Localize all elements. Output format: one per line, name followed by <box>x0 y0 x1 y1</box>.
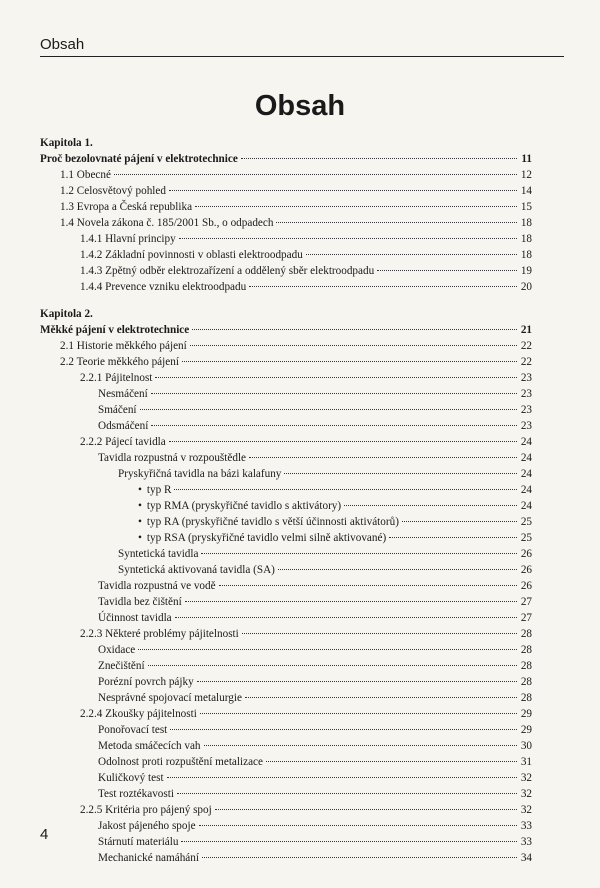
toc-entry-page: 29 <box>520 724 532 736</box>
toc-entry-page: 24 <box>520 436 532 448</box>
toc-leader-dots <box>219 585 517 586</box>
toc-entry[interactable] <box>40 658 532 674</box>
toc-entry-title: typ R <box>146 484 172 496</box>
toc-entry-title: typ RA (pryskyřičné tavidlo s větší účinnosti aktivátorů) <box>146 516 399 528</box>
toc-leader-dots <box>151 425 517 426</box>
toc-entry[interactable] <box>40 770 532 786</box>
toc-entry-title: 2.2.5 Kritéria pro pájený spoj <box>80 804 212 816</box>
toc-entry-title: 1.3 Evropa a Česká republika <box>60 201 193 213</box>
toc-entry[interactable] <box>40 546 532 562</box>
toc-entry-page: 14 <box>520 185 532 197</box>
toc-entry-page: 28 <box>520 692 532 704</box>
toc-entry-page: 24 <box>520 468 532 480</box>
bullet-icon: • <box>138 500 142 512</box>
toc-entry-page: 23 <box>520 388 532 400</box>
toc-entry-title: 2.2.2 Pájecí tavidla <box>80 436 166 448</box>
toc-entry-title: 1.1 Obecné <box>60 169 111 181</box>
toc-entry[interactable] <box>40 466 532 482</box>
toc-leader-dots <box>155 377 517 378</box>
toc-entry-page: 33 <box>520 836 532 848</box>
toc-chapter-gap <box>40 295 532 306</box>
toc-entry-title: Oxidace <box>98 644 136 656</box>
toc-entry-title: Syntetická tavidla <box>118 548 199 560</box>
toc-entry[interactable] <box>40 610 532 626</box>
toc-entry-page: 27 <box>520 612 532 624</box>
toc-entry[interactable] <box>40 786 532 802</box>
toc-entry-page: 15 <box>520 201 532 213</box>
toc-entry-page: 24 <box>520 452 532 464</box>
toc-entry-title: 2.2.3 Některé problémy pájitelnosti <box>80 628 239 640</box>
toc-entry-page: 27 <box>520 596 532 608</box>
toc-entry-page: 26 <box>520 580 532 592</box>
toc-entry-page: 18 <box>520 233 532 245</box>
bullet-icon: • <box>138 516 142 528</box>
toc-entry[interactable] <box>40 338 532 354</box>
toc-entry-title: Znečištění <box>98 660 145 672</box>
toc-entry-title: 2.2 Teorie měkkého pájení <box>60 356 179 368</box>
toc-entry-title: 1.4 Novela zákona č. 185/2001 Sb., o odpadech <box>60 217 274 229</box>
toc-entry[interactable] <box>40 818 532 834</box>
toc-entry[interactable] <box>40 386 532 402</box>
toc-entry-title: Kapitola 2. <box>40 308 93 320</box>
toc-leader-dots <box>114 174 517 175</box>
toc-entry[interactable] <box>40 231 532 247</box>
toc-entry-title: 2.1 Historie měkkého pájení <box>60 340 187 352</box>
toc-entry-page: 21 <box>520 324 532 336</box>
toc-entry[interactable] <box>40 514 532 530</box>
toc-entry[interactable] <box>40 834 532 850</box>
toc-entry-page: 29 <box>520 708 532 720</box>
toc-leader-dots <box>249 457 517 458</box>
toc-entry-title: Nesmáčení <box>98 388 148 400</box>
toc-entry[interactable] <box>40 279 532 295</box>
toc-entry[interactable] <box>40 674 532 690</box>
toc-leader-dots <box>169 441 517 442</box>
toc-entry-title: 1.4.3 Zpětný odběr elektrozařízení a oddělený sběr elektroodpadu <box>80 265 375 277</box>
toc-leader-dots <box>389 537 517 538</box>
toc-entry-page: 34 <box>520 852 532 864</box>
toc-leader-dots <box>170 729 517 730</box>
toc-entry-page: 28 <box>520 644 532 656</box>
toc-entry-title: Kuličkový test <box>98 772 164 784</box>
toc-entry-title: Jakost pájeného spoje <box>98 820 196 832</box>
toc-leader-dots <box>167 777 517 778</box>
bullet-icon: • <box>138 532 142 544</box>
toc-entry-title: Syntetická aktivovaná tavidla (SA) <box>118 564 275 576</box>
toc-leader-dots <box>202 857 517 858</box>
toc-entry-page: 18 <box>520 217 532 229</box>
toc-entry[interactable] <box>40 151 532 167</box>
toc-entry-page: 22 <box>520 356 532 368</box>
toc-entry-page: 31 <box>520 756 532 768</box>
toc-entry[interactable] <box>40 562 532 578</box>
toc-entry[interactable] <box>40 498 532 514</box>
toc-leader-dots <box>241 158 517 159</box>
toc-leader-dots <box>148 665 517 666</box>
toc-entry-title: Mechanické namáhání <box>98 852 199 864</box>
toc-entry-page: 23 <box>520 372 532 384</box>
toc-entry-title: Ponořovací test <box>98 724 168 736</box>
toc-entry-title: Porézní povrch pájky <box>98 676 194 688</box>
toc-entry[interactable] <box>40 322 532 338</box>
toc-leader-dots <box>306 254 517 255</box>
toc-leader-dots <box>181 841 517 842</box>
toc-entry-page: 18 <box>520 249 532 261</box>
toc-entry-title: 2.2.1 Pájitelnost <box>80 372 153 384</box>
toc-entry[interactable] <box>40 706 532 722</box>
toc-leader-dots <box>151 393 517 394</box>
table-of-contents <box>40 135 532 866</box>
toc-leader-dots <box>278 569 517 570</box>
toc-chapter-label <box>40 306 532 322</box>
toc-entry-page: 23 <box>520 420 532 432</box>
toc-leader-dots <box>245 697 517 698</box>
toc-leader-dots <box>192 329 517 330</box>
toc-entry-title: Pryskyřičná tavidla na bázi kalafuny <box>118 468 282 480</box>
toc-leader-dots <box>175 617 517 618</box>
toc-entry[interactable] <box>40 642 532 658</box>
toc-leader-dots <box>140 409 517 410</box>
toc-entry-page: 28 <box>520 660 532 672</box>
toc-leader-dots <box>249 286 517 287</box>
toc-entry-title: 1.4.2 Základní povinnosti v oblasti elektroodpadu <box>80 249 303 261</box>
toc-entry-title: typ RSA (pryskyřičné tavidlo velmi silně aktivované) <box>146 532 387 544</box>
toc-leader-dots <box>276 222 517 223</box>
toc-leader-dots <box>215 809 517 810</box>
toc-entry[interactable] <box>40 530 532 546</box>
toc-entry[interactable] <box>40 690 532 706</box>
toc-leader-dots <box>190 345 517 346</box>
toc-entry[interactable] <box>40 850 532 866</box>
toc-entry-title: 2.2.4 Zkoušky pájitelnosti <box>80 708 197 720</box>
toc-entry-page: 11 <box>521 153 532 165</box>
toc-entry-title: Metoda smáčecích vah <box>98 740 201 752</box>
page-number: 4 <box>40 826 49 843</box>
toc-leader-dots <box>174 489 517 490</box>
toc-leader-dots <box>344 505 517 506</box>
toc-entry[interactable] <box>40 578 532 594</box>
toc-entry[interactable] <box>40 370 532 386</box>
toc-entry-page: 20 <box>520 281 532 293</box>
toc-leader-dots <box>201 553 517 554</box>
toc-entry[interactable] <box>40 594 532 610</box>
toc-entry-title: Odsmáčení <box>98 420 149 432</box>
toc-entry[interactable] <box>40 247 532 263</box>
toc-entry[interactable] <box>40 738 532 754</box>
toc-entry-title: Odolnost proti rozpuštění metalizace <box>98 756 263 768</box>
toc-entry[interactable] <box>40 482 532 498</box>
toc-entry-title: 1.4.4 Prevence vzniku elektroodpadu <box>80 281 247 293</box>
toc-entry-title: Tavidla rozpustná ve vodě <box>98 580 216 592</box>
toc-entry-page: 22 <box>520 340 532 352</box>
toc-entry-page: 25 <box>520 516 532 528</box>
toc-entry-title: Účinnost tavidla <box>98 612 172 624</box>
toc-entry-page: 28 <box>520 676 532 688</box>
toc-leader-dots <box>179 238 517 239</box>
toc-entry[interactable] <box>40 450 532 466</box>
toc-leader-dots <box>199 825 517 826</box>
toc-entry-page: 30 <box>520 740 532 752</box>
toc-entry-page: 33 <box>520 820 532 832</box>
toc-entry[interactable] <box>40 434 532 450</box>
toc-entry[interactable] <box>40 215 532 231</box>
toc-leader-dots <box>200 713 517 714</box>
toc-entry-title: Tavidla rozpustná v rozpouštědle <box>98 452 247 464</box>
page-title: Obsah <box>254 90 346 122</box>
toc-entry-title: 1.2 Celosvětový pohled <box>60 185 166 197</box>
toc-entry[interactable] <box>40 199 532 215</box>
toc-entry-title: Tavidla bez čištění <box>98 596 182 608</box>
toc-entry[interactable] <box>40 722 532 738</box>
toc-leader-dots <box>169 190 517 191</box>
toc-entry-page: 24 <box>520 500 532 512</box>
toc-entry-page: 28 <box>520 628 532 640</box>
toc-leader-dots <box>242 633 517 634</box>
toc-entry-title: Test roztékavosti <box>98 788 174 800</box>
toc-leader-dots <box>197 681 517 682</box>
toc-entry-page: 32 <box>520 804 532 816</box>
toc-entry-page: 32 <box>520 788 532 800</box>
toc-entry-title: 1.4.1 Hlavní principy <box>80 233 176 245</box>
header-rule <box>40 56 564 57</box>
toc-entry[interactable] <box>40 754 532 770</box>
toc-leader-dots <box>284 473 517 474</box>
toc-leader-dots <box>185 601 517 602</box>
running-header: Obsah <box>40 36 85 53</box>
toc-entry-page: 26 <box>520 564 532 576</box>
toc-entry[interactable] <box>40 418 532 434</box>
toc-entry-page: 23 <box>520 404 532 416</box>
toc-entry[interactable] <box>40 802 532 818</box>
toc-entry-title: typ RMA (pryskyřičné tavidlo s aktivátory) <box>146 500 342 512</box>
toc-entry-page: 26 <box>520 548 532 560</box>
toc-leader-dots <box>377 270 517 271</box>
toc-entry[interactable] <box>40 626 532 642</box>
toc-entry[interactable] <box>40 263 532 279</box>
toc-entry[interactable] <box>40 402 532 418</box>
toc-entry-title: Proč bezolovnaté pájení v elektrotechnice <box>40 153 238 165</box>
toc-entry-title: Měkké pájení v elektrotechnice <box>40 324 190 336</box>
toc-entry-page: 32 <box>520 772 532 784</box>
toc-leader-dots <box>138 649 517 650</box>
toc-entry-page: 25 <box>520 532 532 544</box>
toc-entry[interactable] <box>40 183 532 199</box>
toc-leader-dots <box>204 745 517 746</box>
toc-leader-dots <box>177 793 517 794</box>
toc-entry-title: Smáčení <box>98 404 137 416</box>
toc-entry[interactable] <box>40 167 532 183</box>
toc-entry-title: Kapitola 1. <box>40 137 93 149</box>
toc-leader-dots <box>266 761 517 762</box>
toc-entry-title: Stárnutí materiálu <box>98 836 179 848</box>
toc-entry-page: 12 <box>520 169 532 181</box>
toc-entry-title: Nesprávné spojovací metalurgie <box>98 692 242 704</box>
bullet-icon: • <box>138 484 142 496</box>
toc-entry[interactable] <box>40 354 532 370</box>
toc-leader-dots <box>195 206 517 207</box>
toc-leader-dots <box>182 361 517 362</box>
toc-chapter-label <box>40 135 532 151</box>
toc-leader-dots <box>402 521 517 522</box>
toc-entry-page: 19 <box>520 265 532 277</box>
toc-entry-page: 24 <box>520 484 532 496</box>
